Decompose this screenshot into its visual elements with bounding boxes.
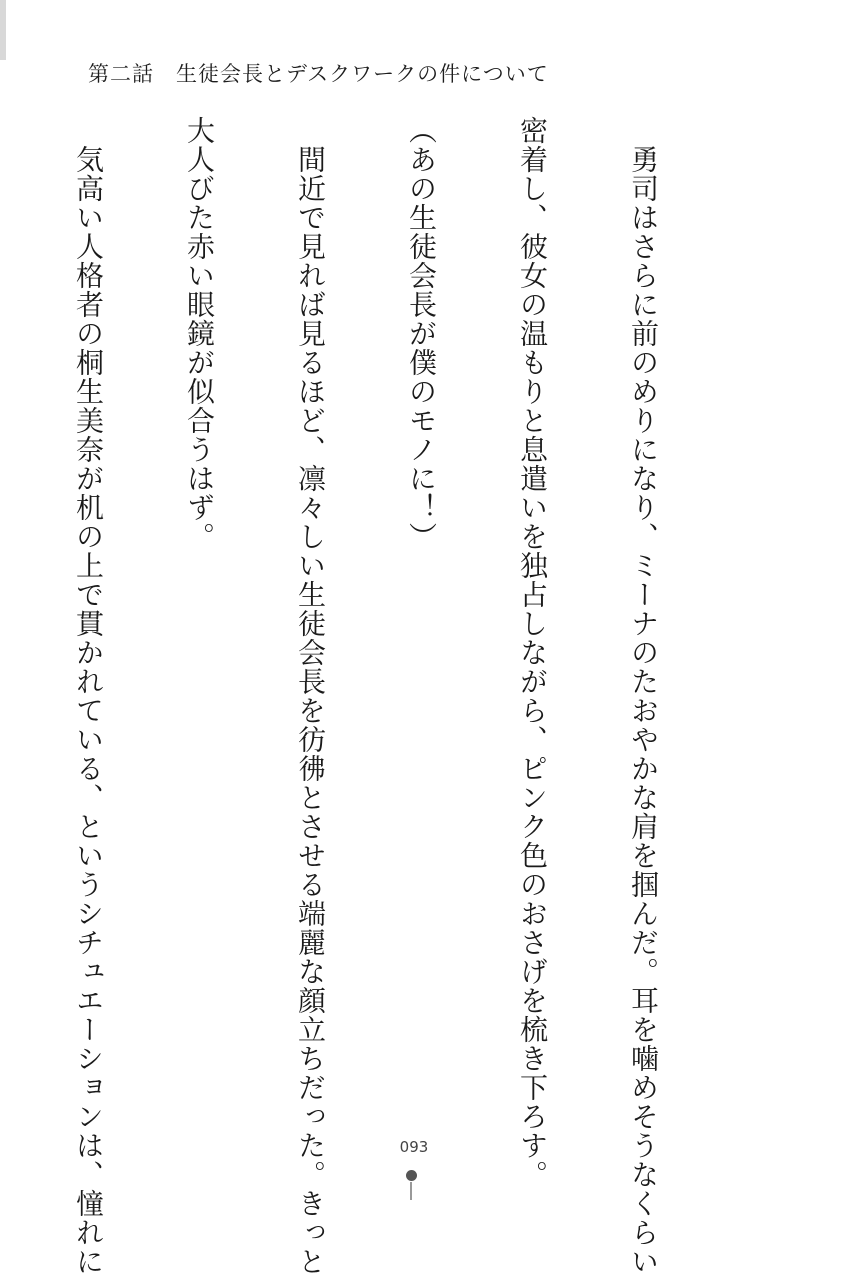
text-line: （あの生徒会長が僕のモノに！）	[405, 116, 438, 551]
chapter-title: 第二話 生徒会長とデスクワークの件について	[88, 62, 549, 86]
text-line: 気高い人格者の桐生美奈が机の上で貫かれている、というシチュエーションは、憧れに	[72, 116, 105, 1276]
text-line: 間近で見れば見るほど、凛々しい生徒会長を彷彿とさせる端麗な顔立ちだった。きっと	[294, 116, 327, 1276]
text-line: 勇司はさらに前のめりになり、ミーナのたおやかな肩を掴んだ。耳を噛めそうなくらい	[627, 116, 660, 1276]
scan-edge-mark	[0, 0, 6, 60]
text-line: 大人びた赤い眼鏡が似合うはず。	[183, 116, 216, 551]
page-marker-dot	[406, 1170, 417, 1181]
text-line: 密着し、彼女の温もりと息遣いを独占しながら、ピンク色のおさげを梳き下ろす。	[516, 116, 549, 1189]
page-number: 093	[399, 1138, 429, 1156]
page-marker-line	[410, 1182, 412, 1200]
